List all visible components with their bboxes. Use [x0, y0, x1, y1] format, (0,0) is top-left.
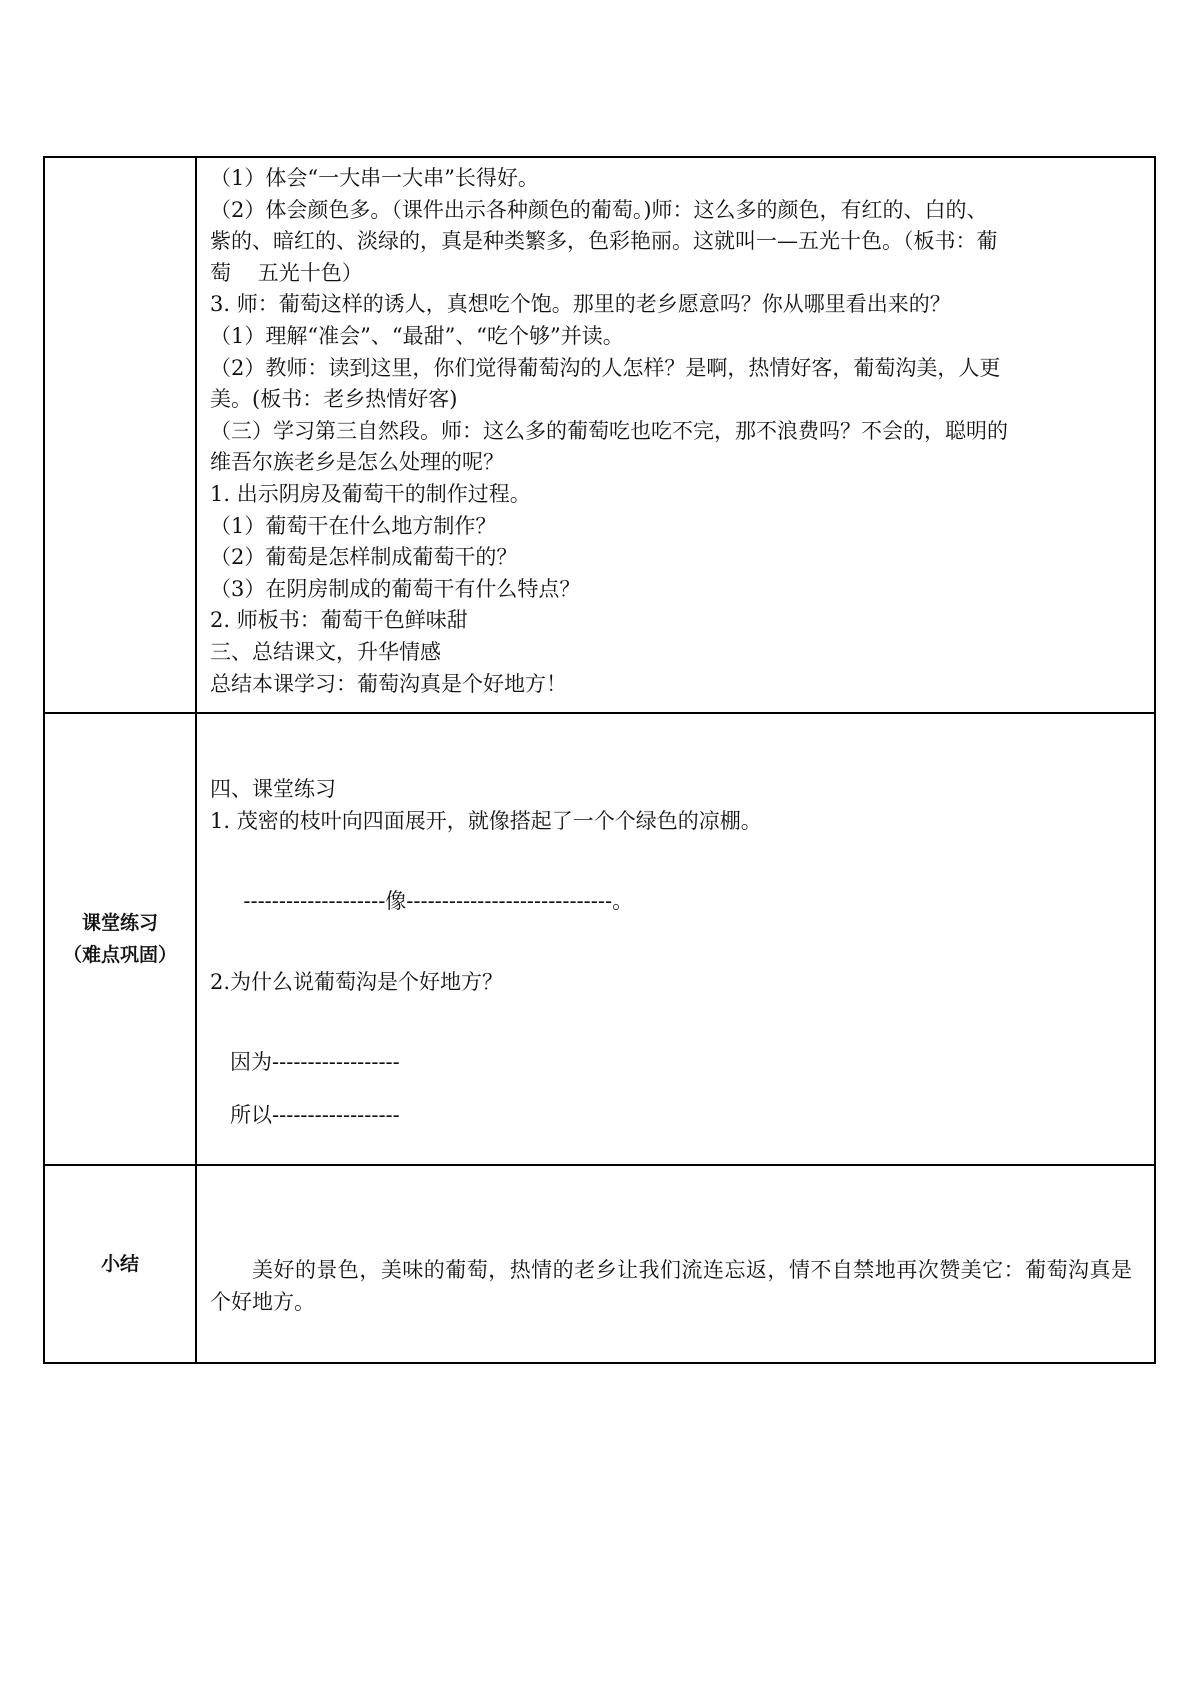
- row-content-cell: [196, 157, 1155, 713]
- text-line: 维吾尔族老乡是怎么处理的呢？: [210, 450, 504, 475]
- therefore-blank-line: 所以------------------: [210, 1102, 400, 1127]
- teaching-steps: [210, 158, 1132, 700]
- teaching-process-row: [44, 157, 1155, 713]
- text-line: 总结本课学习：葡萄沟真是个好地方！: [210, 671, 567, 696]
- text-line: 三、总结课文，升华情感: [210, 639, 441, 664]
- row-label-cell: [44, 157, 196, 713]
- row-label-cell: [44, 713, 196, 1165]
- row-label: 课堂练习: [81, 912, 158, 934]
- row-content-cell: [196, 713, 1155, 1165]
- text-line: 3. 师：葡萄这样的诱人，真想吃个饱。那里的老乡愿意吗？你从哪里看出来的？: [210, 292, 951, 317]
- text-line: （2）体会颜色多。（课件出示各种颜色的葡萄。)师：这么多的颜色，有红的、白的、: [210, 197, 988, 222]
- text-line: （2）教师：读到这里，你们觉得葡萄沟的人怎样？是啊，热情好客，葡萄沟美，人更: [210, 355, 1001, 380]
- text-line: （2）葡萄是怎样制成葡萄干的？: [210, 545, 518, 570]
- text-line: 美。(板书：老乡热情好客): [210, 387, 458, 412]
- text-line: （1）葡萄干在什么地方制作？: [210, 513, 497, 538]
- row-label-cell: [44, 1165, 196, 1363]
- text-line: （1）体会“一大串一大串”长得好。: [210, 166, 539, 190]
- because-blank-line: 因为------------------: [210, 1050, 400, 1074]
- spacer: [210, 837, 1132, 865]
- exercise-question-2: 2.为什么说葡萄沟是个好地方？: [210, 969, 504, 994]
- row-content-cell: [196, 1165, 1155, 1363]
- text-line: 萄 五光十色）: [210, 260, 363, 285]
- row-sublabel: （难点巩固）: [62, 944, 177, 966]
- spacer: [210, 939, 1132, 967]
- text-line: （3）在阴房制成的葡萄干有什么特点？: [210, 576, 581, 601]
- row-label: 小结: [100, 1253, 139, 1275]
- exercise-question-1: 1. 茂密的枝叶向四面展开，就像搭起了一个个绿色的凉棚。: [210, 808, 762, 833]
- text-line: （三）学习第三自然段。师：这么多的葡萄吃也吃不完，那不浪费吗？不会的，聪明的: [210, 418, 1008, 443]
- exercise-heading: 四、课堂练习: [210, 777, 336, 801]
- text-line: 紫的、暗红的、淡绿的，真是种类繁多，色彩艳丽。这就叫一—五光十色。（板书：葡: [210, 229, 998, 254]
- classroom-exercise-row: [44, 713, 1155, 1165]
- summary-content: [210, 1166, 1132, 1318]
- text-line: 1. 出示阴房及葡萄干的制作过程。: [210, 481, 531, 506]
- text-line: （1）理解“准会”、“最甜”、“吃个够”并读。: [210, 323, 624, 348]
- exercise-content: [210, 714, 1132, 1131]
- lesson-plan-table: [43, 156, 1156, 1364]
- summary-paragraph: 美好的景色，美味的葡萄，热情的老乡让我们流连忘返，情不自禁地再次赞美它：葡萄沟真是个好地方。: [210, 1258, 1132, 1314]
- text-line: 2. 师板书：葡萄干色鲜味甜: [210, 608, 468, 633]
- summary-row: [44, 1165, 1155, 1363]
- fill-in-blank-line: --------------------像-----------------------------。: [210, 889, 634, 913]
- spacer: [210, 998, 1132, 1026]
